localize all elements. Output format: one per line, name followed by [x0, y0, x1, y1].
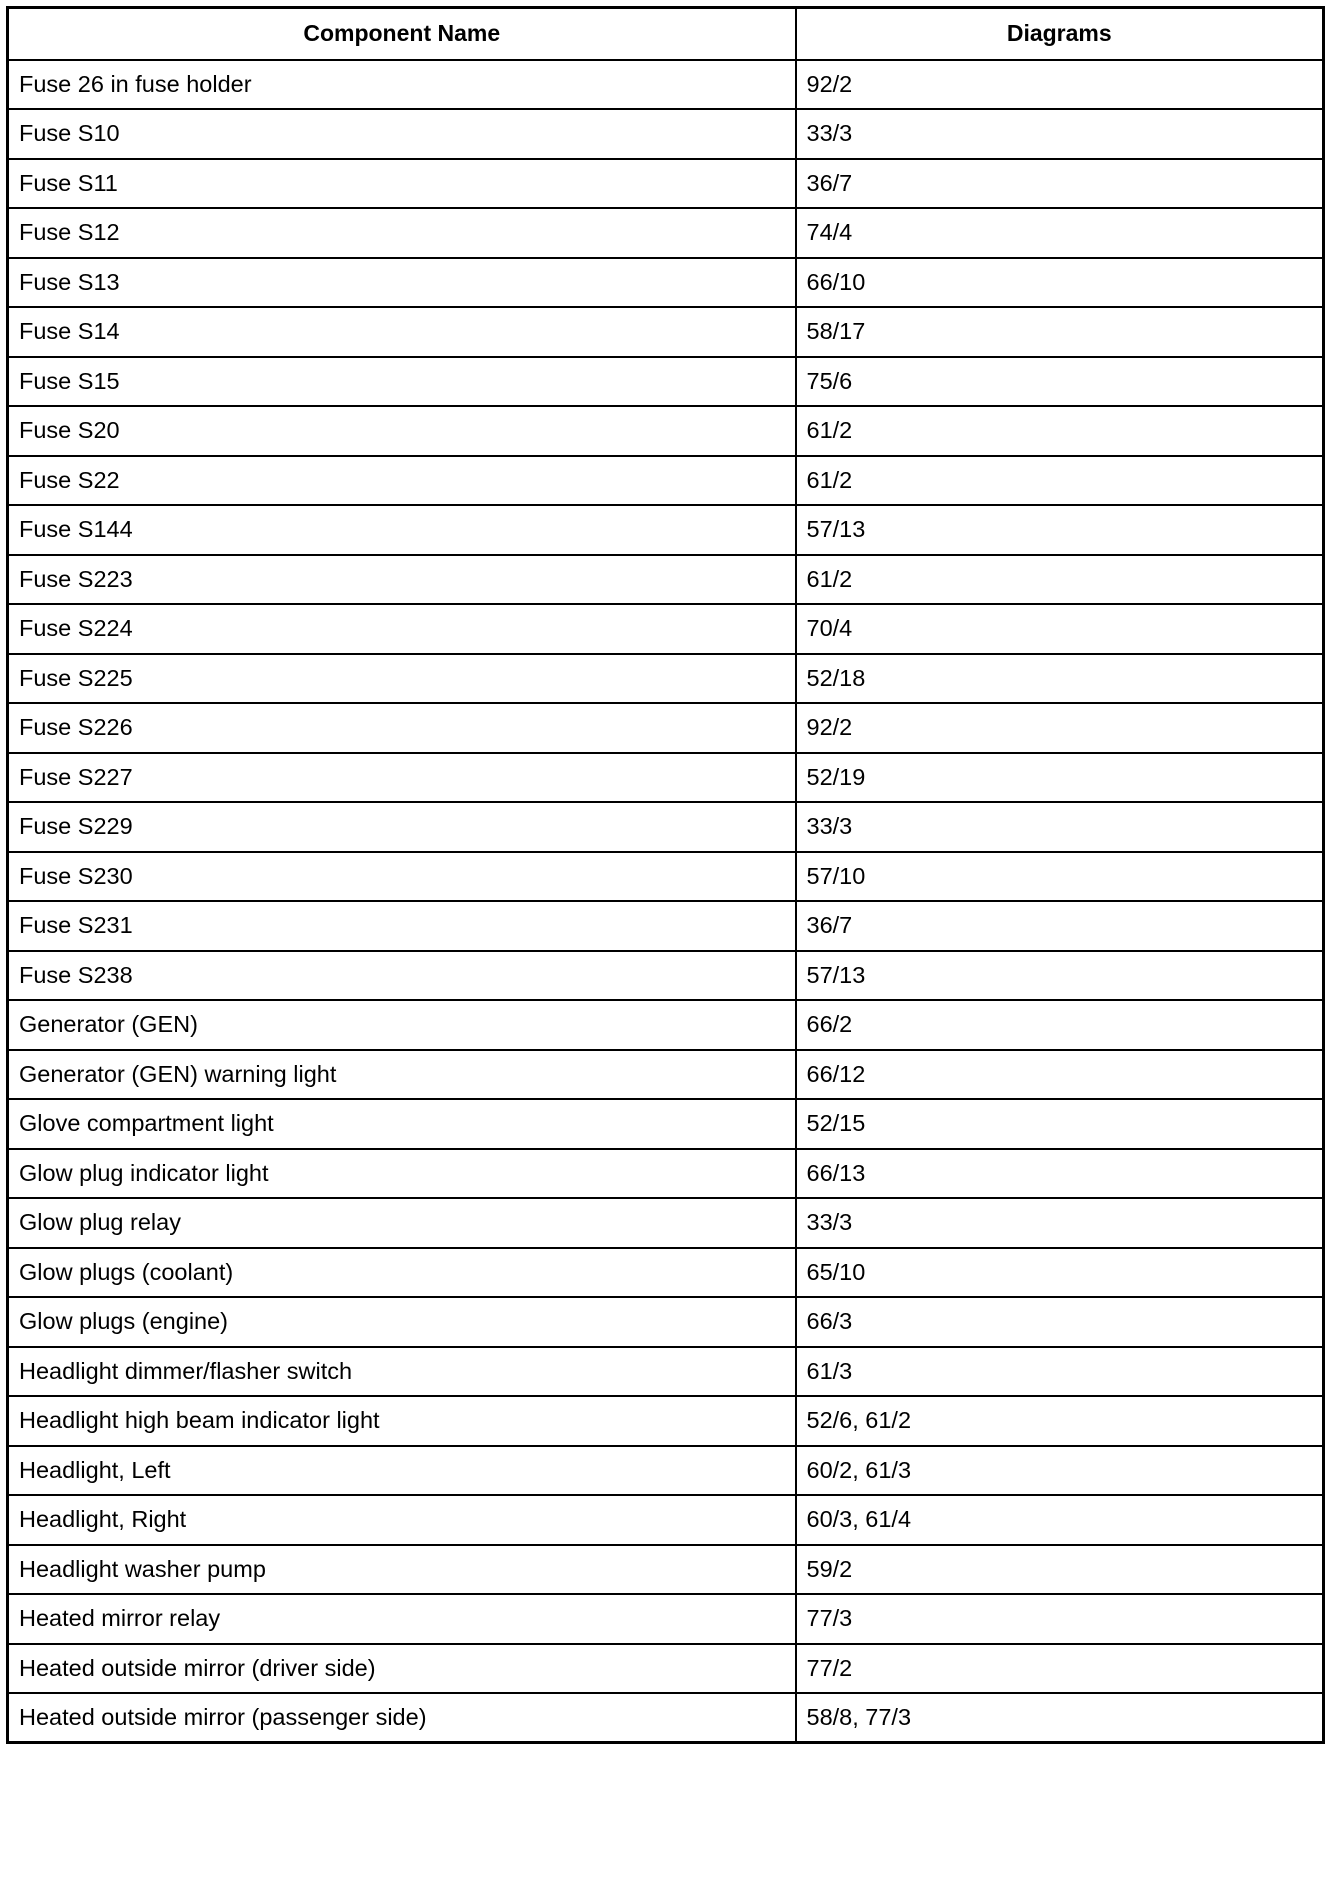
cell-component-name: Glow plugs (engine): [8, 1297, 796, 1347]
cell-component-name: Fuse S10: [8, 109, 796, 159]
table-row: [8, 109, 1324, 159]
table-row: [8, 1099, 1324, 1149]
table-row: [8, 654, 1324, 704]
cell-diagrams: 52/19: [796, 753, 1324, 803]
table-row: [8, 604, 1324, 654]
table-row: [8, 505, 1324, 555]
cell-component-name: Headlight, Left: [8, 1446, 796, 1496]
table-row: [8, 159, 1324, 209]
cell-component-name: Fuse S14: [8, 307, 796, 357]
cell-diagrams: 58/17: [796, 307, 1324, 357]
cell-diagrams: 52/6, 61/2: [796, 1396, 1324, 1446]
table-row: [8, 406, 1324, 456]
cell-diagrams: 61/2: [796, 456, 1324, 506]
table-row: [8, 1347, 1324, 1397]
table-row: [8, 258, 1324, 308]
cell-component-name: Headlight high beam indicator light: [8, 1396, 796, 1446]
table-header-row: [8, 8, 1324, 60]
table-row: [8, 1594, 1324, 1644]
table-row: [8, 1248, 1324, 1298]
table-row: [8, 555, 1324, 605]
table-body: [8, 60, 1324, 1743]
cell-diagrams: 52/15: [796, 1099, 1324, 1149]
cell-diagrams: 57/13: [796, 505, 1324, 555]
cell-component-name: Fuse S13: [8, 258, 796, 308]
cell-component-name: Fuse S225: [8, 654, 796, 704]
cell-component-name: Headlight washer pump: [8, 1545, 796, 1595]
table-row: [8, 1198, 1324, 1248]
cell-diagrams: 36/7: [796, 901, 1324, 951]
cell-component-name: Headlight dimmer/flasher switch: [8, 1347, 796, 1397]
cell-diagrams: 77/2: [796, 1644, 1324, 1694]
table-row: [8, 1545, 1324, 1595]
table-row: [8, 951, 1324, 1001]
cell-diagrams: 74/4: [796, 208, 1324, 258]
table-row: [8, 1446, 1324, 1496]
cell-component-name: Headlight, Right: [8, 1495, 796, 1545]
table-row: [8, 208, 1324, 258]
cell-component-name: Heated outside mirror (passenger side): [8, 1693, 796, 1743]
cell-component-name: Fuse S229: [8, 802, 796, 852]
table-row: [8, 1495, 1324, 1545]
cell-diagrams: 33/3: [796, 802, 1324, 852]
cell-diagrams: 59/2: [796, 1545, 1324, 1595]
cell-diagrams: 52/18: [796, 654, 1324, 704]
cell-component-name: Fuse S12: [8, 208, 796, 258]
table-row: [8, 802, 1324, 852]
cell-component-name: Fuse S11: [8, 159, 796, 209]
cell-diagrams: 66/13: [796, 1149, 1324, 1199]
cell-component-name: Fuse S223: [8, 555, 796, 605]
cell-component-name: Fuse 26 in fuse holder: [8, 60, 796, 110]
cell-diagrams: 75/6: [796, 357, 1324, 407]
table-row: [8, 357, 1324, 407]
table-row: [8, 1693, 1324, 1743]
cell-diagrams: 65/10: [796, 1248, 1324, 1298]
table-row: [8, 901, 1324, 951]
cell-component-name: Heated outside mirror (driver side): [8, 1644, 796, 1694]
cell-component-name: Fuse S226: [8, 703, 796, 753]
cell-diagrams: 92/2: [796, 703, 1324, 753]
cell-diagrams: 92/2: [796, 60, 1324, 110]
cell-diagrams: 58/8, 77/3: [796, 1693, 1324, 1743]
cell-component-name: Fuse S20: [8, 406, 796, 456]
cell-component-name: Fuse S22: [8, 456, 796, 506]
cell-component-name: Fuse S231: [8, 901, 796, 951]
cell-diagrams: 61/2: [796, 555, 1324, 605]
table-row: [8, 1050, 1324, 1100]
cell-diagrams: 61/2: [796, 406, 1324, 456]
table-row: [8, 1000, 1324, 1050]
cell-diagrams: 57/10: [796, 852, 1324, 902]
cell-component-name: Glow plug relay: [8, 1198, 796, 1248]
cell-component-name: Fuse S144: [8, 505, 796, 555]
cell-diagrams: 60/3, 61/4: [796, 1495, 1324, 1545]
cell-diagrams: 66/3: [796, 1297, 1324, 1347]
cell-component-name: Generator (GEN): [8, 1000, 796, 1050]
table-row: [8, 1396, 1324, 1446]
cell-diagrams: 61/3: [796, 1347, 1324, 1397]
cell-diagrams: 66/2: [796, 1000, 1324, 1050]
cell-diagrams: 33/3: [796, 109, 1324, 159]
cell-diagrams: 66/10: [796, 258, 1324, 308]
table-row: [8, 1644, 1324, 1694]
cell-diagrams: 36/7: [796, 159, 1324, 209]
cell-component-name: Fuse S238: [8, 951, 796, 1001]
cell-diagrams: 60/2, 61/3: [796, 1446, 1324, 1496]
table-row: [8, 852, 1324, 902]
cell-diagrams: 66/12: [796, 1050, 1324, 1100]
table-row: [8, 307, 1324, 357]
cell-component-name: Glow plug indicator light: [8, 1149, 796, 1199]
header-diagrams: Diagrams: [796, 8, 1324, 60]
table-row: [8, 1297, 1324, 1347]
cell-component-name: Heated mirror relay: [8, 1594, 796, 1644]
table-row: [8, 703, 1324, 753]
cell-diagrams: 77/3: [796, 1594, 1324, 1644]
cell-component-name: Generator (GEN) warning light: [8, 1050, 796, 1100]
cell-diagrams: 57/13: [796, 951, 1324, 1001]
cell-component-name: Fuse S227: [8, 753, 796, 803]
table-row: [8, 456, 1324, 506]
cell-component-name: Fuse S224: [8, 604, 796, 654]
cell-component-name: Fuse S15: [8, 357, 796, 407]
header-component-name: Component Name: [8, 8, 796, 60]
table-row: [8, 1149, 1324, 1199]
cell-component-name: Glow plugs (coolant): [8, 1248, 796, 1298]
table-row: [8, 60, 1324, 110]
cell-diagrams: 70/4: [796, 604, 1324, 654]
table-row: [8, 753, 1324, 803]
cell-component-name: Glove compartment light: [8, 1099, 796, 1149]
component-diagram-table: [6, 6, 1325, 1744]
cell-diagrams: 33/3: [796, 1198, 1324, 1248]
cell-component-name: Fuse S230: [8, 852, 796, 902]
